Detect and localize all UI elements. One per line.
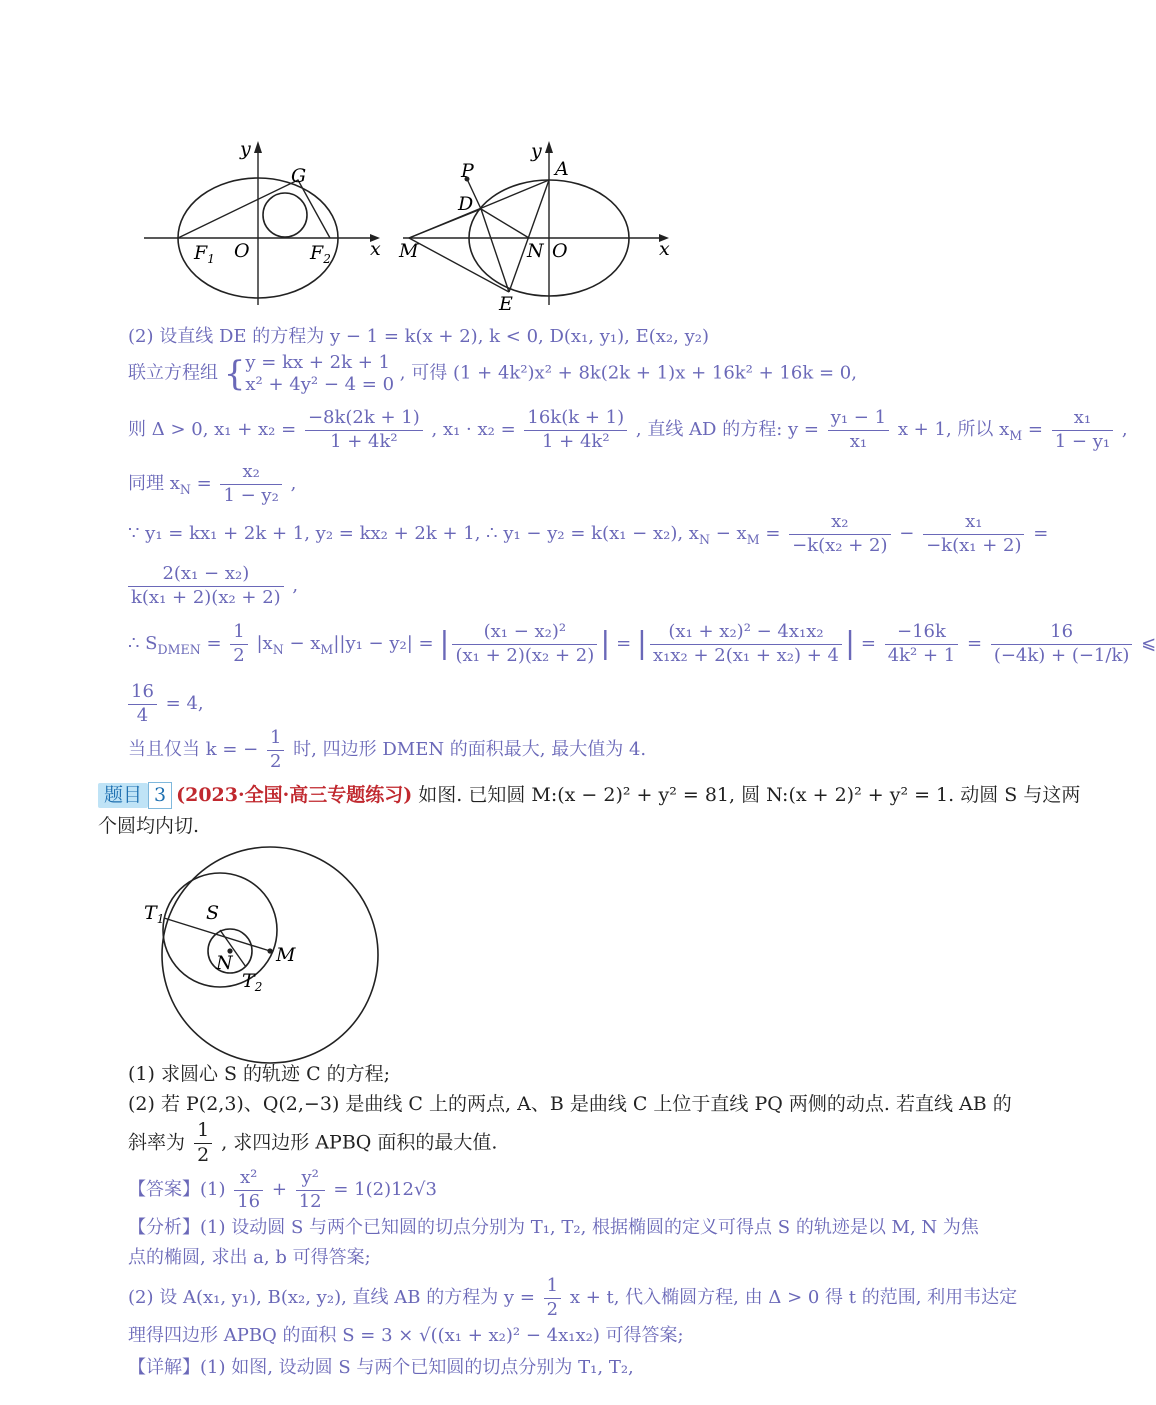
text: 则 Δ > 0, x₁ + x₂ = [128,419,297,441]
question-text-2: 个圆均内切. [98,815,200,837]
y-axis-arrow [254,141,262,153]
label-e: E [499,293,513,315]
answer-block [128,1167,1018,1398]
label-g: G [291,165,307,187]
label-y: y [240,138,251,160]
question-tag: 题目 [98,783,148,808]
label-t2: $T_2$ [242,970,263,994]
text: |x [256,633,273,655]
question-part-2b [128,1120,497,1167]
fraction: $\frac{\text{y²}}{12}$ [296,1168,325,1212]
label-t1: $T_1$ [144,902,165,926]
text: 时, 四边形 DMEN 的面积最大, 最大值为 4. [293,739,647,761]
text: , [1121,419,1128,441]
fraction: $\frac{16k(k + 1)}{\text{1 + 4k²}}$ [524,408,627,452]
label-n: N [216,952,233,974]
incircle [263,193,307,237]
text: (1) [200,1179,226,1201]
segment-a-e [509,180,549,292]
solution-line-4: 同理 $x_N$ = $\frac{\text{x₂}}{\text{1 − y₂}}$ , [128,461,297,506]
question-part-1: (1) 求圆心 S 的轨迹 C 的方程; [128,1063,391,1085]
question-part-2: (2) 若 P(2,3)、Q(2,−3) 是曲线 C 上的两点, A、B 是曲线 C 上位于直线 PQ 两侧的动点. 若直线 AB 的 [128,1093,1012,1115]
detail-label: 【详解】 [128,1357,200,1378]
figure-ellipse-quadrilateral [395,135,685,315]
text: , 可得 (1 + 4k²)x² + 8k(2k + 1)x + 16k² + 16k = 0, [399,362,857,384]
label-o: O [234,240,250,262]
label-o: O [552,240,568,262]
text: 同理 x [128,473,180,495]
text: ∵ y₁ = kx₁ + 2k + 1, y₂ = kx₂ + 2k + 1, ∴ y₁ − y₂ = k(x₁ − x₂), x [128,523,699,545]
text: = [1022,419,1043,441]
question-source: (2023·全国·高三专题练习) [176,784,413,806]
text: , 直线 AD 的方程: y = [635,419,819,441]
text: − [899,523,915,545]
fraction: $\frac{\text{(x₁ − x₂)²}}{\text{(x₁ + 2)(x₂ + 2)}}$ [452,622,597,666]
fraction: $\frac{1}{2}$ [230,622,247,666]
figure-ellipse-incircle [138,135,398,310]
label-p: P [461,160,474,182]
text: (1) 设动圆 S 与两个已知圆的切点分别为 T₁, T₂, 根据椭圆的定义可得点 S 的轨迹是以 M, N 为焦 [200,1217,979,1238]
solution-line-7: ∴ $S_{DMEN}$ = $\frac{1}{2}$ $|x_N - x_M||y_1 - y_2|$ = | $\frac{\text{(x₁ − x₂)²}}{\text{(x₁ + 2)(x₂ + 2)}}$ | = | $\frac{\text{(x₁ + x₂)² − 4x₁x₂}}{\text{x₁x₂ + 2(x₁ + x₂) + 4}}$ | = $\frac{-16k}{\text{4k² + 1}}$ = $\frac{16}{(-4k) + (-1/k)}$ ⩽ [128,621,1156,666]
solution-line-5: ∵ y₁ = kx₁ + 2k + 1, y₂ = kx₂ + 2k + 1, ∴ y₁ − y₂ = k(x₁ − x₂), $x_N - x_M$ = $\frac{\text{x₂}}{\text{−k(x₂ + 2)}}$ − $\frac{\text{x₁}}{\text{−k(x₁ + 2)}}$ = [128,511,1049,556]
answer-line [128,1168,437,1212]
fraction: $\frac{1}{2}$ [267,728,284,772]
label-d: D [458,193,474,215]
label-s: S [206,902,220,924]
solution-line-2: 联立方程组 { y = kx + 2k + 1 x² + 4y² − 4 = 0 , 可得 (1 + 4k²)x² + 8k(2k + 1)x + 16k² + 16k = 0, [128,352,857,395]
question-number: 3 [148,782,172,809]
text: = 4, [165,693,204,715]
fraction: $\frac{\text{x₂}}{\text{1 − y₂}}$ [220,462,281,506]
analysis-line-2: 点的椭圆, 求出 a, b 可得答案; [128,1247,371,1268]
label-m: M [399,240,419,262]
text: x + 1, 所以 x [897,419,1010,441]
triangle-f1-g-f2 [178,180,330,238]
fraction: $\frac{\text{x₂}}{\text{−k(x₂ + 2)}}$ [789,512,890,556]
label-f1: $F_1$ [194,242,215,266]
system-eq-1: y = kx + 2k + 1 [245,352,390,373]
analysis-line-3 [128,1276,1017,1320]
solution-line-1: (2) 设直线 DE 的方程为 y − 1 = k(x + 2), k < 0, D(x₁, y₁), E(x₂, y₂) [128,326,709,347]
analysis-line-4: 理得四边形 APBQ 的面积 S = 3 × √((x₁ + x₂)² − 4x₁x₂) 可得答案; [128,1325,684,1346]
label-a: A [555,158,569,180]
fraction: $\frac{\text{x₁}}{\text{−k(x₁ + 2)}}$ [923,512,1024,556]
text: = [759,523,781,545]
question-text-1: 如图. 已知圆 M:(x − 2)² + y² = 81, 圆 N:(x + 2)² + y² = 1. 动圆 S 与这两 [418,784,1081,806]
label-y: y [531,140,542,162]
text: = [616,633,632,655]
detail-line-1 [128,1356,634,1380]
text: , [290,473,297,495]
text: − x [283,633,321,655]
text: + [271,1179,287,1201]
text: = [190,473,212,495]
text: = [1033,523,1049,545]
text: = [860,633,876,655]
y-axis-arrow [545,141,553,153]
fraction: $\frac{\text{x²}}{16}$ [234,1168,263,1212]
fraction: $\frac{-8k(2k + 1)}{\text{1 + 4k²}}$ [305,408,423,452]
text: = [200,633,222,655]
fraction: $\frac{16}{4}$ [128,682,157,726]
text: = 1(2)12√3 [333,1179,437,1201]
solution-line-9 [128,728,646,772]
question-header [98,782,1080,809]
text: ||y₁ − y₂| = [333,633,434,655]
text: , [292,575,299,597]
system-eq-2: x² + 4y² − 4 = 0 [245,373,395,395]
fraction: $\frac{\text{x₁}}{\text{1 − y₁}}$ [1052,408,1113,452]
fraction: $\frac{\text{(x₁ + x₂)² − 4x₁x₂}}{\text{x₁x₂ + 2(x₁ + x₂) + 4}}$ [650,622,842,666]
fraction: $\frac{-16k}{\text{4k² + 1}}$ [885,622,959,666]
label-f2: $F_2$ [310,242,331,266]
analysis-line-1 [128,1216,979,1240]
solution-line-8 [128,682,204,726]
text: 联立方程组 [128,362,218,384]
solution-line-3: 则 Δ > 0, x₁ + x₂ = $\frac{-8k(2k + 1)}{\text{1 + 4k²}}$ , x₁ · x₂ = $\frac{16k(k + 1)}{\text{1 + 4k²}}$ , 直线 AD 的方程: y = $\frac{\text{y₁ − 1}}{\text{x₁}}$ x + 1, 所以 $x_M$ = $\frac{\text{x₁}}{\text{1 − y₁}}$ , [128,407,1128,452]
label-n: N [527,240,544,262]
fraction: $\frac{\text{y₁ − 1}}{\text{x₁}}$ [828,408,889,452]
text: 当且仅当 k = − [128,739,259,761]
label-m: M [276,944,296,966]
text: − x [710,523,747,545]
label-x: x [659,238,670,260]
segment-d-n [481,209,529,238]
text: = [966,633,983,655]
text: x + t, 代入椭圆方程, 由 Δ > 0 得 t 的范围, 利用韦达定 [569,1287,1018,1309]
text: (2) 设 A(x₁, y₁), B(x₂, y₂), 直线 AB 的方程为 y = [128,1287,535,1309]
text: ⩽ [1141,633,1156,655]
fraction: $\frac{1}{2}$ [194,1120,212,1167]
answer-label: 【答案】 [128,1179,200,1201]
solution-line-6 [128,564,298,608]
figure-tangent-circles [138,855,398,1045]
fraction: $\frac{\text{2(x₁ − x₂)}}{\text{k(x₁ + 2)(x₂ + 2)}}$ [128,564,284,608]
text: 斜率为 [128,1131,186,1154]
text: , 求四边形 APBQ 面积的最大值. [221,1131,498,1154]
text: , x₁ · x₂ = [431,419,516,441]
fraction: $\frac{1}{2}$ [544,1276,561,1320]
text: ∴ S [128,633,158,655]
solution-block [128,326,1156,772]
label-x: x [370,238,381,260]
analysis-label: 【分析】 [128,1217,200,1238]
fraction: $\frac{16}{(-4k) + (-1/k)}$ [991,622,1133,666]
text: (1) 如图, 设动圆 S 与两个已知圆的切点分别为 T₁, T₂, [200,1357,634,1378]
point-m [267,948,272,953]
